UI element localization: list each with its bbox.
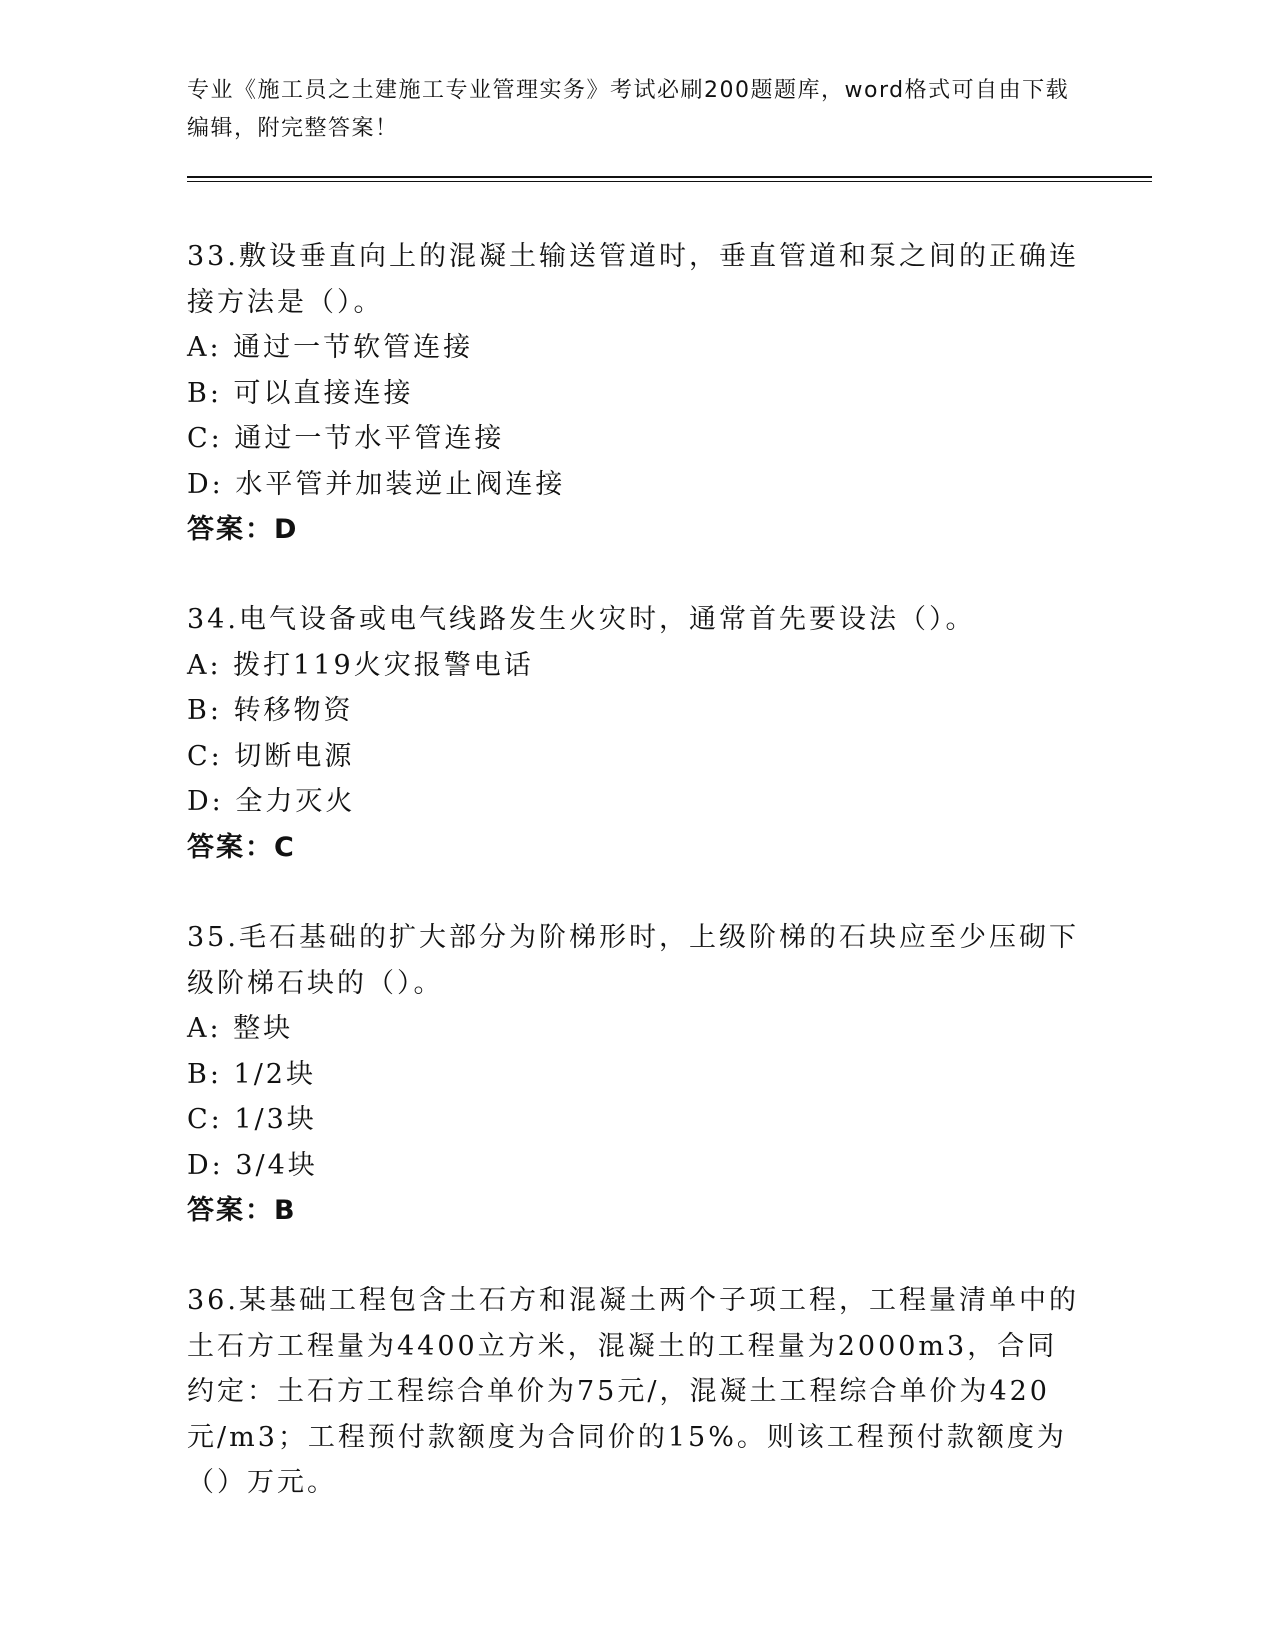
option-d: D: 3/4块 [187,1149,318,1181]
question-35 [187,915,1087,1234]
option-d: D: 水平管并加装逆止阀连接 [187,468,566,500]
header-divider-thin [187,181,1152,182]
question-stem: 36.某基础工程包含土石方和混凝土两个子项工程，工程量清单中的土石方工程量为4400立方米，混凝土的工程量为2000m3，合同约定：土石方工程综合单价为75元/，混凝土工程综合单价为420元/m3；工程预付款额度为合同价的15%。则该工程预付款额度为（）万元。 [187,1285,1079,1498]
option-c: C: 切断电源 [187,740,355,772]
question-stem: 35.毛石基础的扩大部分为阶梯形时，上级阶梯的石块应至少压砌下级阶梯石块的（）。 [187,922,1079,999]
document-intro: 专业《施工员之土建施工专业管理实务》考试必刷200题题库，word格式可自由下载编辑，附完整答案！ [187,78,1070,141]
option-a: A: 整块 [187,1013,294,1044]
question-stem: 33.敷设垂直向上的混凝土输送管道时，垂直管道和泵之间的正确连接方法是（）。 [187,241,1079,318]
option-c: C: 通过一节水平管连接 [187,423,505,454]
option-b: B: 可以直接连接 [187,377,414,409]
option-a: A: 拨打119火灾报警电话 [187,649,534,681]
option-c: C: 1/3块 [187,1104,317,1135]
option-b: B: 1/2块 [187,1058,316,1090]
question-stem: 34.电气设备或电气线路发生火灾时，通常首先要设法（）。 [187,604,976,635]
question-33 [187,234,1087,553]
question-34 [187,597,1087,870]
question-36 [187,1278,1087,1506]
option-b: B: 转移物资 [187,695,354,726]
answer-line: 答案：B [187,1195,297,1226]
answer-line: 答案：D [187,514,299,545]
option-a: A: 通过一节软管连接 [187,332,474,363]
header-divider [187,176,1152,178]
answer-line: 答案：C [187,831,296,863]
option-d: D: 全力灭火 [187,786,356,817]
